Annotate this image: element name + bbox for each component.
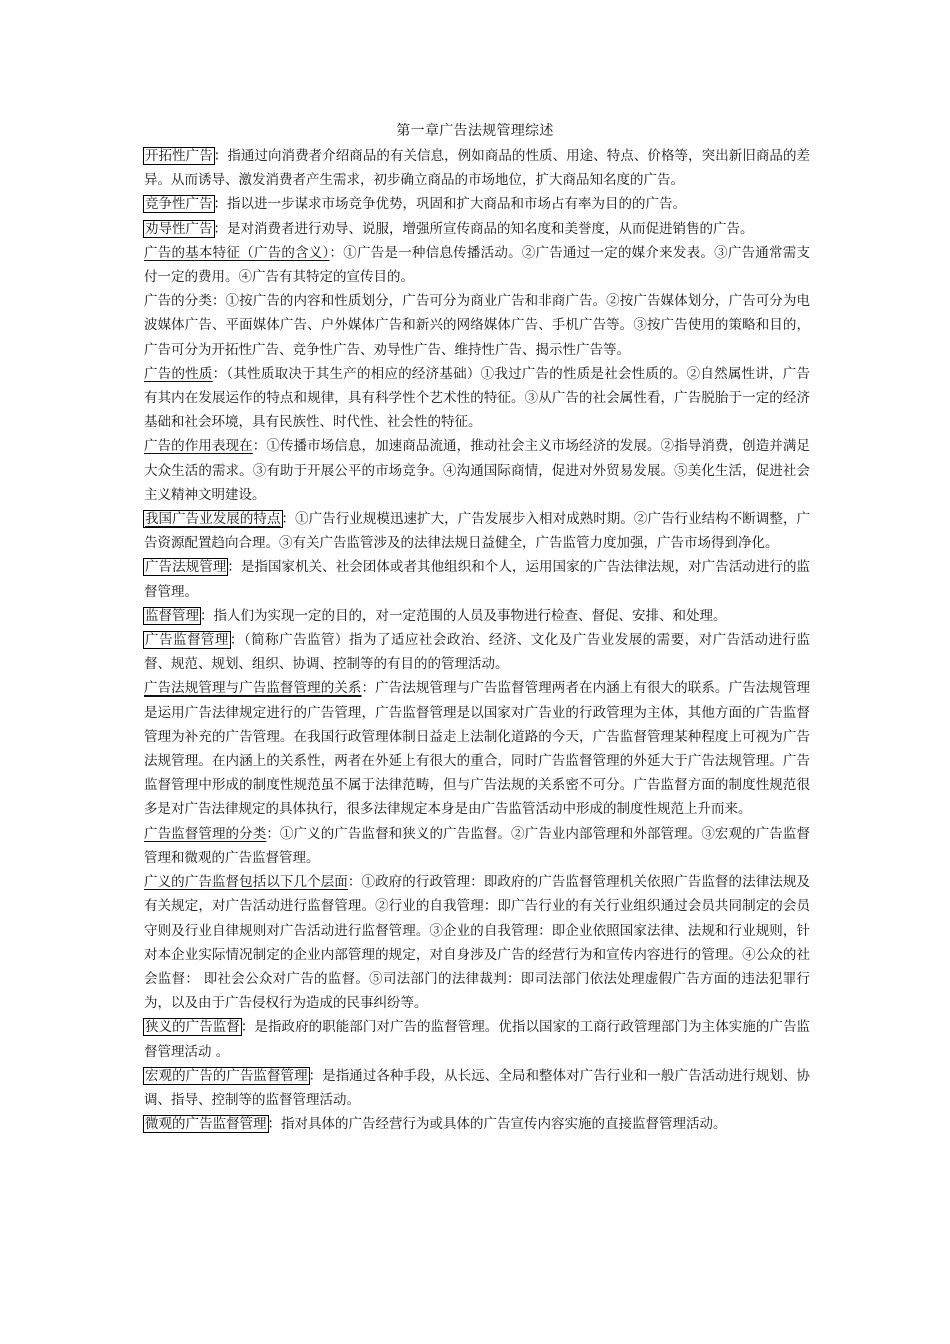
paragraph-text: ：是对消费者进行劝导、说服，增强所宣传商品的知名度和美誉度，从而促进销售的广告。 bbox=[213, 220, 754, 237]
term-classification: 广告监督管理的分类 bbox=[144, 825, 267, 842]
term-macro-supervision: 宏观的广告的广告监督管理 bbox=[145, 1067, 308, 1084]
paragraph-text: ：（简称广告监管）指为了适应社会政治、经济、文化及广告业发展的需要，对广告活动进行监督、规范、规划、组织、协调、控制等的有目的的管理活动。 bbox=[144, 632, 811, 673]
paragraph bbox=[144, 628, 810, 676]
paragraph-text: ：（其性质取决于其生产的相应的经济基础）①我过广告的性质是社会性质的。②自然属性讲，广告有其内在发展运作的特点和规律，具有科学性个艺术性的特征。③从广告的社会属性看，广告脱胎于一定的经济基础和社会环境，具有民族性、时代性、社会性的特征。 bbox=[144, 365, 810, 431]
term-supervision: 监督管理 bbox=[145, 607, 199, 624]
paragraph-text: ：指对具体的广告经营行为或具体的广告宣传内容实施的直接监督管理活动。 bbox=[267, 1116, 727, 1133]
paragraph-text: 广告的分类：①按广告的内容和性质划分，广告可分为商业广告和非商广告。②按广告媒体划分，广告可分为电波媒体广告、平面媒体广告、户外媒体广告和新兴的网络媒体广告、手机广告等。③按广告使用的策略和目的，广告可分为开拓性广告、竞争性广告、劝导性广告、维持性广告、揭示性广告等。 bbox=[144, 293, 810, 358]
paragraph bbox=[144, 217, 810, 241]
paragraph bbox=[144, 362, 810, 435]
paragraph-text: ：①广告是一种信息传播活动。②广告通过一定的媒介来发表。③广告通常需支付一定的费用。④广告有其特定的宣传目的。 bbox=[144, 244, 810, 286]
paragraph-text: ：①广告行业规模迅速扩大，广告发展步入相对成熟时期。②广告行业结构不断调整，广告资源配置趋向合理。③有关广告监管涉及的法律法规日益健全，广告监管力度加强，广告市场得到净化。 bbox=[144, 511, 811, 552]
paragraph-text: ：指人们为实现一定的目的，对一定范围的人员及事物进行检查、督促、安排、和处理。 bbox=[200, 607, 727, 624]
paragraph bbox=[144, 870, 810, 1015]
term-quandaoxing: 劝导性广告 bbox=[145, 220, 213, 237]
document-body bbox=[144, 144, 810, 1136]
term-narrow-supervision: 狭义的广告监督 bbox=[145, 1019, 240, 1036]
term-relationship: 广告法规管理与广告监督管理的关系 bbox=[144, 680, 362, 697]
paragraph-text: ：①广义的广告监督和狭义的广告监督。②广告业内部管理和外部管理。③宏观的广告监督管理和微观的广告监督管理。 bbox=[144, 825, 810, 866]
term-nature: 广告的性质 bbox=[144, 365, 213, 382]
term-jingzhengxing: 竞争性广告 bbox=[145, 196, 213, 213]
paragraph-text: ：①传播市场信息，加速商品流通，推动社会主义市场经济的发展。②指导消费，创造并满足大众生活的需求。③有助于开展公平的市场竞争。④沟通国际商情，促进对外贸易发展。⑤美化生活，促进社会主义精神文明建设。 bbox=[144, 438, 810, 503]
paragraph bbox=[144, 1112, 810, 1136]
paragraph bbox=[144, 434, 810, 507]
term-industry-features: 我国广告业发展的特点 bbox=[145, 511, 281, 528]
paragraph-text: ：①政府的行政管理：即政府的广告监督管理机关依照广告监督的法律法规及有关规定，对广告活动进行监督管理。②行业的自我管理：即广告行业的有关行业组织通过会员共同制定的会员守则及行业自律规则对广告活动进行监督管理。③企业的自我管理：即企业依照国家法律、法规和行业规则，针对本企业实际情况制定的企业内部管理的规定，对自身涉及广告的经营行为和宣传内容进行的管理。④公众的社会监督： 即社会公众对广告的监督。⑤司法部门的法律裁判：即司法部门依法处理虚假广告方面的违法犯罪行为，以及由于广告侵权行为造成的民事纠纷等。 bbox=[144, 874, 810, 1012]
paragraph-text: ：指以进一步谋求市场竞争优势，巩固和扩大商品和市场占有率为目的的广告。 bbox=[213, 196, 686, 213]
paragraph-text: ：是指国家机关、社会团体或者其他组织和个人，运用国家的广告法律法规，对广告活动进行的监督管理。 bbox=[144, 559, 810, 600]
paragraph bbox=[144, 1015, 810, 1063]
paragraph bbox=[144, 604, 810, 628]
paragraph bbox=[144, 289, 810, 362]
paragraph bbox=[144, 507, 810, 555]
paragraph bbox=[144, 822, 810, 870]
term-functions: 广告的作用表现在 bbox=[144, 438, 253, 455]
paragraph bbox=[144, 676, 810, 821]
term-broad-supervision: 广义的广告监督包括以下几个层面 bbox=[144, 874, 348, 891]
term-micro-supervision: 微观的广告监督管理 bbox=[145, 1116, 267, 1133]
paragraph bbox=[144, 555, 810, 603]
chapter-title: 第一章广告法规管理综述 bbox=[396, 123, 554, 139]
paragraph-text: ：指通过向消费者介绍商品的有关信息，例如商品的性质、用途、特点、价格等，突出新旧商品的差异。从而诱导、激发消费者产生需求，初步确立商品的市场地位，扩大商品知名度的广告。 bbox=[144, 148, 811, 189]
paragraph-text: ：是指政府的职能部门对广告的监督管理。优指以国家的工商行政管理部门为主体实施的广告监督管理活动 。 bbox=[144, 1019, 811, 1060]
paragraph-text: ：广告法规管理与广告监督管理两者在内涵上有很大的联系。广告法规管理是运用广告法律规定进行的广告管理，广告监督管理是以国家对广告业的行政管理为主体，其他方面的广告监督管理为补充的广告管理。在我国行政管理体制日益走上法制化道路的今天，广告监督管理某种程度上可视为广告法规管理。在内涵上的关系性，两者在外延上有很大的重合，同时广告监督管理的外延大于广告法规管理。广告监督管理中形成的制度性规范虽不属于法律范畴，但与广告法规的关系密不可分。广告监督方面的制度性规范很多是对广告法律规定的具体执行，很多法律规定本身是由广告监管活动中形成的制度性规范上升而来。 bbox=[144, 680, 810, 818]
paragraph bbox=[144, 241, 810, 289]
term-ad-supervision: 广告监督管理 bbox=[145, 632, 229, 649]
term-basic-features: 广告的基本特征（广告的含义） bbox=[144, 244, 330, 261]
paragraph bbox=[144, 1064, 810, 1112]
paragraph-text: ：是指通过各种手段，从长远、全局和整体对广告行业和一般广告活动进行规划、协调、指导、控制等的监督管理活动。 bbox=[144, 1067, 810, 1108]
paragraph bbox=[144, 192, 810, 216]
term-kaituoxing: 开拓性广告 bbox=[145, 148, 213, 164]
paragraph bbox=[144, 144, 810, 192]
term-regulation-management: 广告法规管理 bbox=[145, 559, 227, 576]
